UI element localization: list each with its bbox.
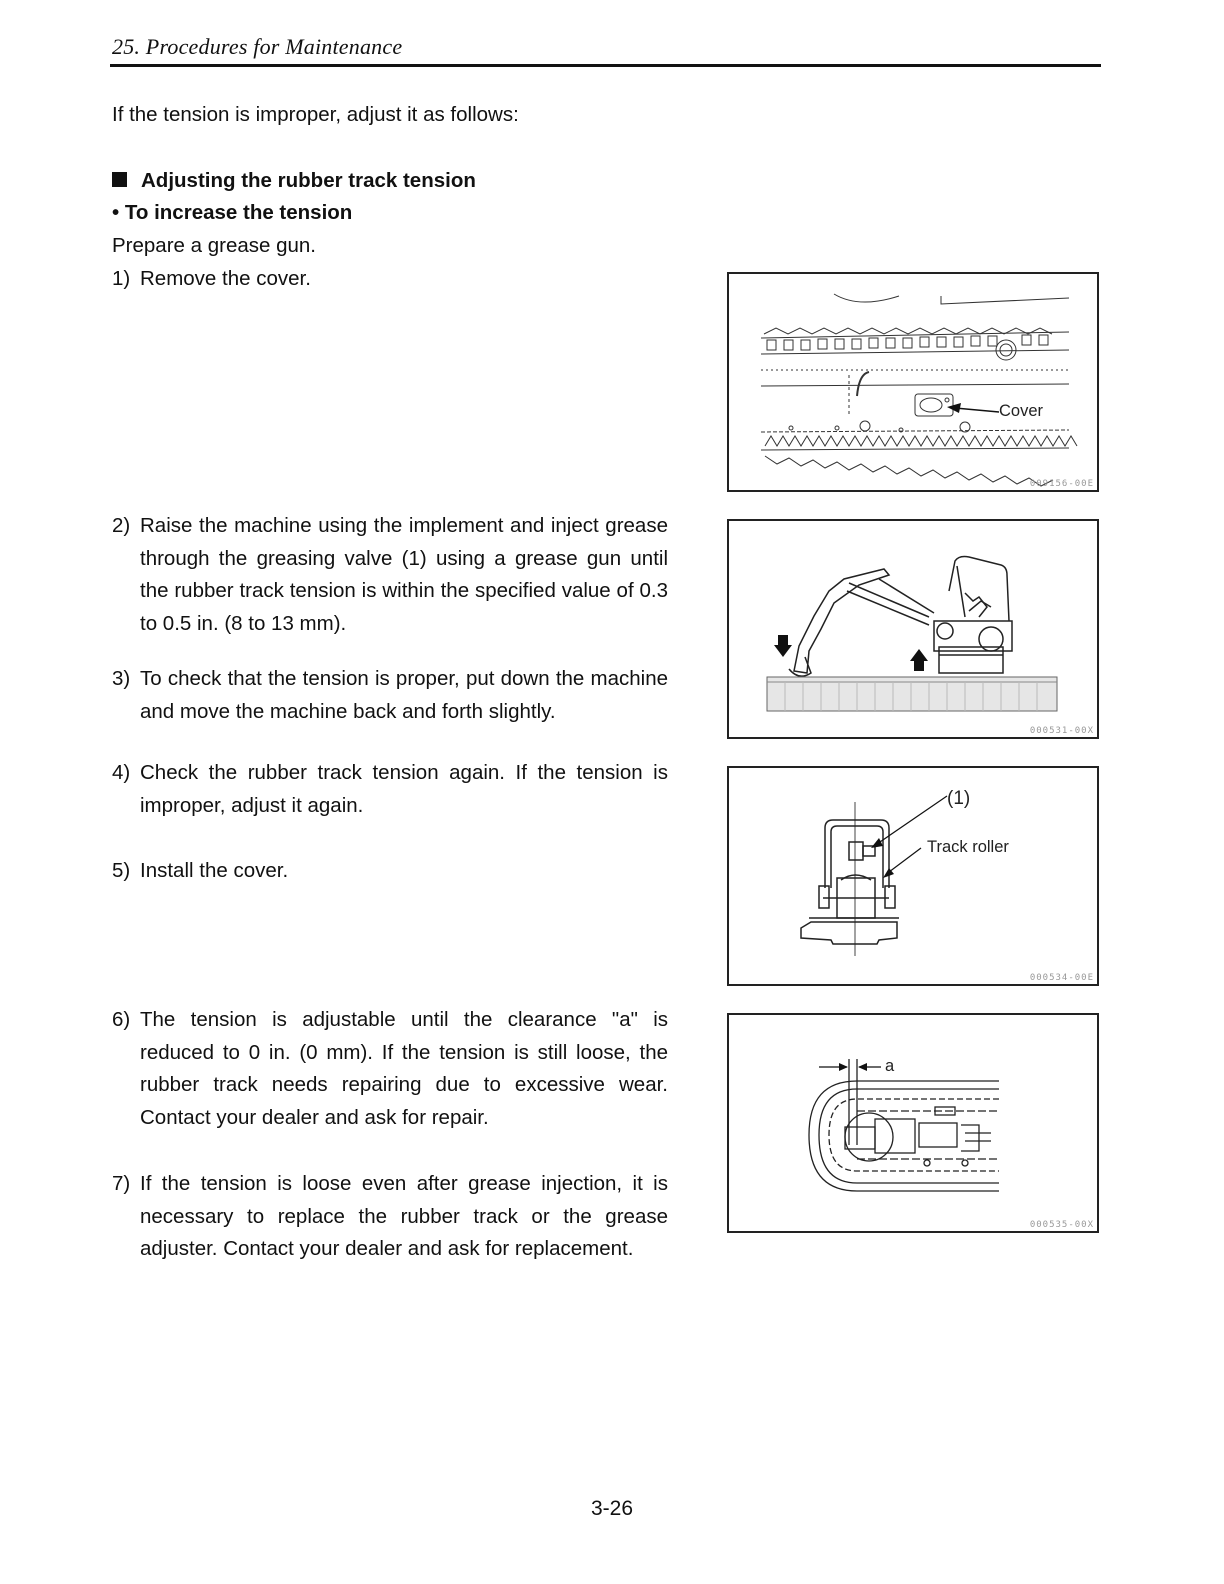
prep-text: Prepare a grease gun.	[112, 234, 316, 257]
step-5	[112, 855, 668, 888]
figure-code: 000531-00X	[1029, 726, 1094, 736]
step-number: 6)	[112, 1008, 131, 1031]
step-number: 7)	[112, 1172, 131, 1195]
figure-clearance	[727, 1013, 1099, 1233]
step-text: Check the rubber track tension again. If the tension is improper, adjust it again.	[140, 761, 668, 817]
step-7	[112, 1168, 668, 1266]
clearance-a-label: a	[885, 1057, 895, 1075]
step-3	[112, 663, 668, 728]
figure-machine-raised	[727, 519, 1099, 739]
step-number: 5)	[112, 859, 131, 882]
track-cover-illustration	[729, 274, 1097, 490]
clearance-illustration	[729, 1015, 1097, 1231]
step-text: Install the cover.	[140, 859, 289, 882]
track-roller-label: Track roller	[927, 838, 1009, 856]
step-2	[112, 510, 668, 641]
subheading: • To increase the tension	[112, 201, 353, 224]
excavator-raised-illustration	[729, 521, 1097, 737]
figure-grease-valve	[727, 766, 1099, 986]
figure-code: 009156-00E	[1029, 479, 1094, 489]
step-number: 2)	[112, 514, 131, 537]
step-text: Remove the cover.	[140, 267, 311, 290]
intro-text: If the tension is improper, adjust it as follows:	[112, 103, 519, 126]
step-text: Raise the machine using the implement and inject grease through the greasing valve (1) using a grease gun until the rubber track tension is within the specified value of 0.3 to 0.5 in. (8 to 13 mm).	[140, 514, 668, 636]
step-number: 4)	[112, 761, 131, 784]
grease-valve-illustration	[729, 768, 1097, 984]
section-heading	[112, 165, 476, 198]
step-6	[112, 1004, 668, 1135]
page-header-title: 25. Procedures for Maintenance	[112, 34, 403, 59]
step-text: The tension is adjustable until the clearance "a" is reduced to 0 in. (0 mm). If the tension is still loose, the rubber track needs repairing due to excessive wear. Contact your dealer and ask for repair.	[140, 1008, 668, 1130]
section-heading-text: Adjusting the rubber track tension	[141, 169, 476, 192]
square-bullet-icon	[112, 172, 127, 187]
step-number: 1)	[112, 267, 131, 290]
step-1	[112, 263, 668, 296]
header-divider	[110, 64, 1101, 67]
step-4	[112, 757, 668, 822]
page-number: 3-26	[590, 1497, 634, 1520]
figure-code: 000535-00X	[1029, 1220, 1094, 1230]
step-text: To check that the tension is proper, put down the machine and move the machine back and forth slightly.	[140, 667, 668, 723]
greasing-valve-label: (1)	[947, 788, 971, 809]
figure-track-cover	[727, 272, 1099, 492]
cover-label: Cover	[999, 402, 1044, 420]
step-text: If the tension is loose even after grease injection, it is necessary to replace the rubber track or the grease adjuster. Contact your dealer and ask for replacement.	[140, 1172, 668, 1261]
step-number: 3)	[112, 667, 131, 690]
figure-code: 000534-00E	[1029, 973, 1094, 983]
